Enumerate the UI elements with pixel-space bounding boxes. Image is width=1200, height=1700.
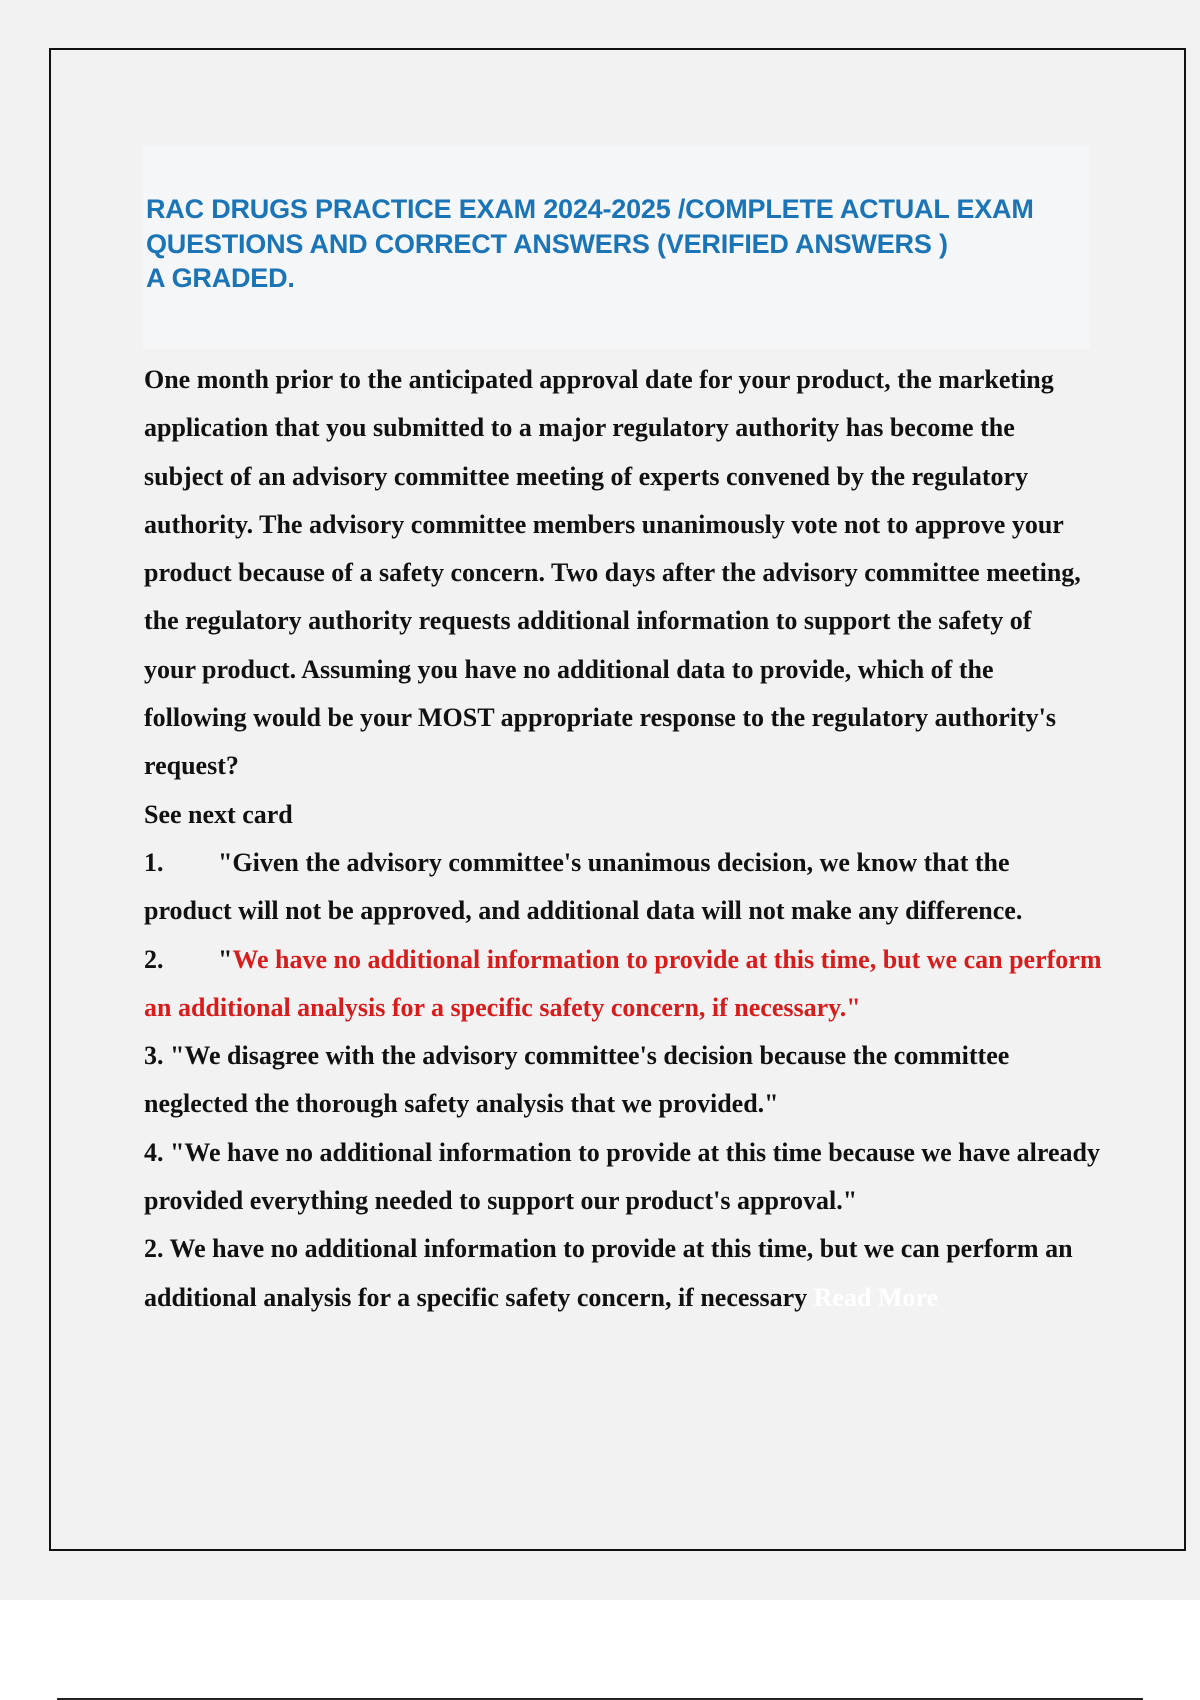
option-2 bbox=[144, 936, 1104, 1033]
option-3-number: 3. bbox=[144, 1041, 164, 1071]
option-3-text: "We disagree with the advisory committee's decision because the committee neglected the thorough safety analysis that we provided." bbox=[144, 1041, 1010, 1119]
option-2-text: We have no additional information to provide at this time, but we can perform an additional analysis for a specific safety concern, if necessary." bbox=[144, 944, 1102, 1022]
title-line-2: QUESTIONS AND CORRECT ANSWERS (VERIFIED ANSWERS ) bbox=[146, 228, 948, 259]
title-line-3: A GRADED. bbox=[146, 263, 295, 293]
answer-text: 2. We have no additional information to provide at this time, but we can perform an additional analysis for a specific safety concern, if necessary bbox=[144, 1234, 1073, 1312]
option-1 bbox=[144, 839, 1094, 936]
title-line-1: RAC DRUGS PRACTICE EXAM 2024-2025 /COMPLETE ACTUAL EXAM bbox=[146, 194, 1034, 224]
option-3 bbox=[144, 1032, 1104, 1129]
option-2-number: 2. bbox=[144, 944, 164, 974]
read-more-link[interactable]: Read More bbox=[813, 1282, 939, 1312]
option-4 bbox=[144, 1129, 1104, 1226]
see-next-card: See next card bbox=[144, 799, 293, 829]
document-body bbox=[144, 356, 1102, 1322]
answer bbox=[144, 1225, 1089, 1322]
option-4-number: 4. bbox=[144, 1137, 164, 1167]
option-1-text: "Given the advisory committee's unanimous decision, we know that the product will not be approved, and additional data will not make any difference. bbox=[144, 847, 1023, 926]
option-1-number: 1. bbox=[144, 847, 164, 877]
option-2-quote: " bbox=[218, 944, 233, 974]
question-text: One month prior to the anticipated approval date for your product, the marketing application that you submitted to a major regulatory authority has become the subject of an advisory committee meeting of experts convened by the regulatory authority. The advisory committee members unanimously vote not to approve your product because of a safety concern. Two days after the advisory committee meeting, the regulatory authority requests additional information to support the safety of your product. Assuming you have no additional data to provide, which of the following would be your MOST appropriate response to the regulatory authority's request? bbox=[144, 365, 1081, 781]
option-4-text: "We have no additional information to provide at this time because we have already provided everything needed to support our product's approval." bbox=[144, 1137, 1100, 1216]
title-banner bbox=[143, 146, 1090, 349]
